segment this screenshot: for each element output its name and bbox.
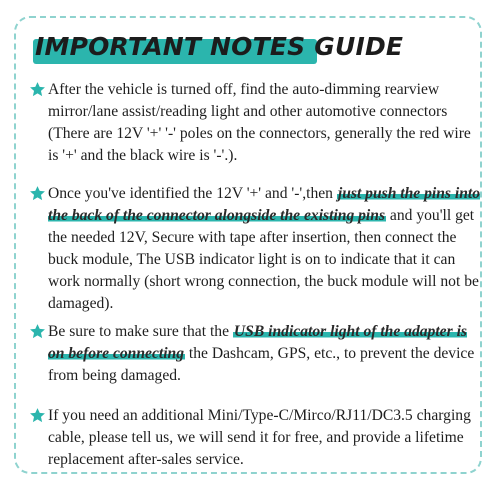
note-text-after: and you'll get the needed 12V, Secure with tape after insertion, then connect the buck module, The USB indicator light is on to indicate that it can work normally (short wrong connection, the buck module will not be damaged). — [48, 207, 479, 312]
note-text — [29, 321, 481, 387]
star-icon — [29, 81, 46, 98]
note-text — [29, 183, 481, 315]
note-text: After the vehicle is turned off, find the auto-dimming rearview mirror/lane assist/reading light and other automotive connectors (There are 12V '+' '-' poles on the connectors, generally the red wire is '+' and the black wire is '-'.). — [48, 81, 471, 164]
note-item-1 — [29, 79, 481, 167]
star-icon — [29, 323, 46, 340]
note-item-2 — [29, 183, 481, 315]
title-block — [33, 30, 403, 64]
note-text: If you need an additional Mini/Type-C/Mirco/RJ11/DC3.5 charging cable, please tell us, we will send it for free, and provide a lifetime replacement after-sales service. — [48, 407, 471, 468]
note-highlight: just push the pins into the back of the connector alongside the existing pins — [48, 185, 481, 224]
note-text-before: Once you've identified the 12V '+' and '-',then — [48, 185, 337, 202]
note-text-before: Be sure to make sure that the — [48, 323, 233, 340]
star-icon — [29, 185, 46, 202]
note-highlight: USB indicator light of the adapter is on before connecting — [48, 323, 467, 362]
page-title: IMPORTANT NOTES GUIDE — [35, 32, 404, 61]
star-icon — [29, 407, 46, 424]
note-item-4 — [29, 405, 481, 471]
note-text-after: the Dashcam, GPS, etc., to prevent the device from being damaged. — [48, 345, 475, 384]
note-item-3 — [29, 321, 481, 387]
